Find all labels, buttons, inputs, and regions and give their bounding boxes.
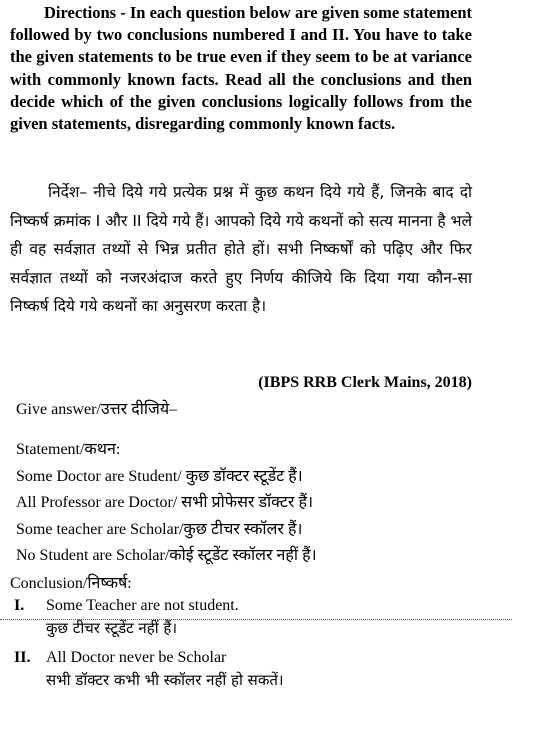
exam-source: (IBPS RRB Clerk Mains, 2018): [258, 374, 472, 391]
directions-english: Directions - In each question below are given some statement followed by two conclusions numbered I and II. You have to take the given statements to be true even if they seem to be at variance with commonly known facts. Read all the conclusions and then decide which of the given conclusions logically follows from the given statements, disregarding commonly known facts.: [10, 3, 472, 134]
conclusion-2-hindi: सभी डॉक्टर कभी भी स्कॉलर नहीं हो सकतें।: [46, 671, 284, 689]
give-answer-label: Give answer/उत्तर दीजिये–: [16, 401, 178, 418]
dotted-divider: [0, 619, 512, 620]
statement-4: No Student are Scholar/कोई स्टूडेंट स्कॉलर नहीं हैं।: [16, 547, 317, 564]
directions-hindi: निर्देश– नीचे दिये गये प्रत्येक प्रश्न में कुछ कथन दिये गये हैं, जिनके बाद दो निष्कर्ष क्रमांक I और II दिये गये हैं। आपको दिये गये कथनों को सत्य मानना है भले ही वह सर्वज्ञात तथ्यों से भिन्न प्रतीत होते हों। सभी निष्कर्षों को पढ़िए और फिर सर्वज्ञात तथ्यों को नजरअंदाज करते हुए निर्णय कीजिये कि दिया गया कौन-सा निष्कर्ष दिये गये कथनों का अनुसरण करता है।: [10, 183, 472, 315]
statement-1: Some Doctor are Student/ कुछ डॉक्टर स्टूडेंट हैं।: [16, 467, 303, 485]
statement-2: All Professor are Doctor/ सभी प्रोफेसर डॉक्टर हैं।: [16, 494, 314, 511]
conclusion-2: [14, 649, 514, 694]
statements-block: [16, 437, 317, 570]
conclusion-heading: Conclusion/निष्कर्ष:: [10, 575, 132, 592]
conclusion-1-hindi: कुछ टीचर स्टूडेंट नहीं हैं।: [46, 619, 178, 637]
statement-heading: Statement/कथन:: [16, 441, 121, 458]
statement-3: Some teacher are Scholar/कुछ टीचर स्कॉलर हैं।: [16, 520, 303, 538]
conclusion-2-number: II.: [14, 649, 31, 666]
conclusion-2-english: All Doctor never be Scholar: [46, 649, 227, 666]
conclusion-1-number: I.: [14, 597, 25, 614]
conclusion-1-english: Some Teacher are not student.: [46, 597, 239, 614]
